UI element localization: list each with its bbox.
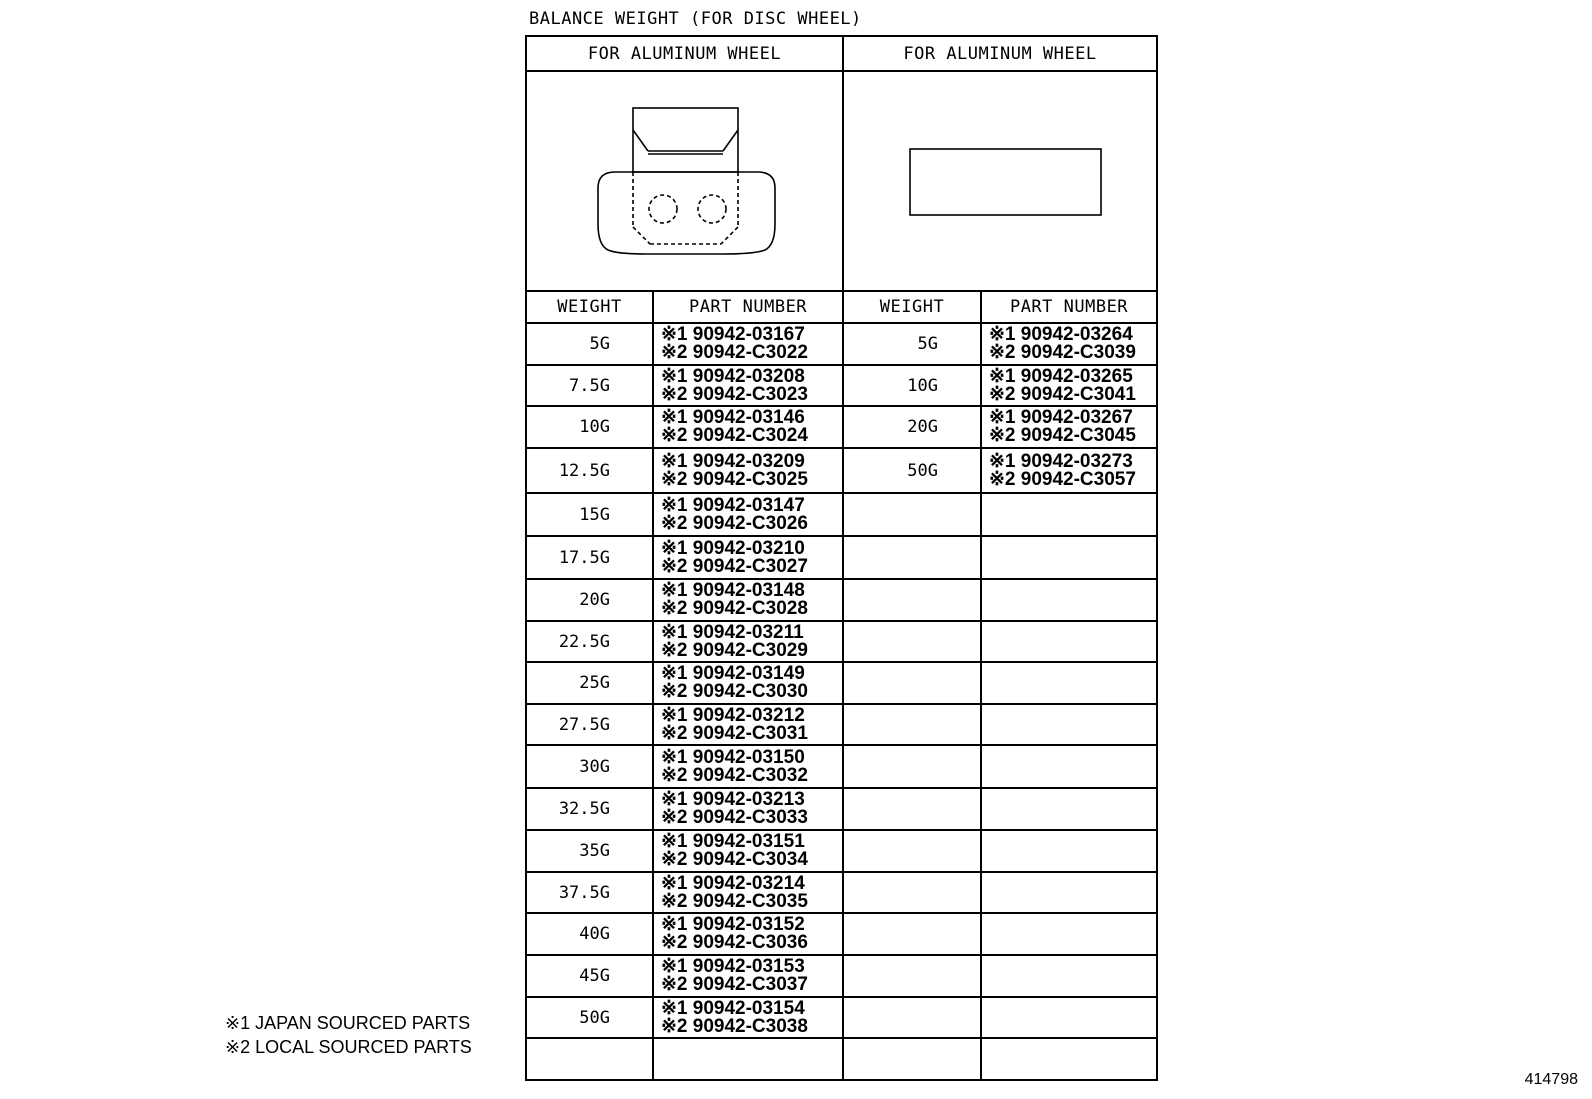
local-part-number: ※2 90942-C3035 <box>661 890 808 912</box>
part-number-cell <box>981 406 1157 448</box>
weight-cell <box>843 788 981 830</box>
part-number-cell <box>653 365 843 406</box>
weight-cell: 12.5G <box>526 448 653 493</box>
table-row <box>526 662 1157 704</box>
part-number-cell <box>981 323 1157 365</box>
japan-part-number: ※1 90942-03152 <box>661 914 805 935</box>
japan-part-number: ※1 90942-03167 <box>661 324 805 345</box>
japan-part-number: ※1 90942-03264 <box>989 324 1133 345</box>
table-row <box>526 493 1157 536</box>
footnote-local-sourced: ※2 LOCAL SOURCED PARTS <box>225 1037 472 1057</box>
part-number-cell <box>981 830 1157 872</box>
weight-cell <box>843 621 981 662</box>
clip-weight-illustration-cell <box>526 71 843 291</box>
part-number-cell <box>653 704 843 745</box>
table-row <box>526 704 1157 745</box>
weight-cell <box>843 830 981 872</box>
weight-cell: 37.5G <box>526 872 653 913</box>
footnote-japan-sourced: ※1 JAPAN SOURCED PARTS <box>225 1013 471 1033</box>
local-part-number: ※2 90942-C3033 <box>661 807 808 828</box>
local-part-number: ※2 90942-C3032 <box>661 764 808 786</box>
clip-on-weight-diagram <box>527 72 841 290</box>
adhesive-weight-illustration-cell <box>843 71 1157 291</box>
weight-cell <box>843 745 981 788</box>
weight-cell: 5G <box>526 323 653 365</box>
weight-cell: 40G <box>526 913 653 955</box>
part-number-cell <box>981 365 1157 406</box>
right-wheel-header: FOR ALUMINUM WHEEL <box>843 36 1157 71</box>
japan-part-number: ※1 90942-03212 <box>661 704 805 726</box>
reference-number: 414798 <box>1524 1071 1578 1088</box>
japan-part-number: ※1 90942-03151 <box>661 831 805 852</box>
weight-cell: 30G <box>526 745 653 788</box>
local-part-number: ※2 90942-C3034 <box>661 849 808 870</box>
japan-part-number: ※1 90942-03149 <box>661 663 805 684</box>
table-row <box>526 913 1157 955</box>
weight-cell: 7.5G <box>526 365 653 406</box>
weight-cell <box>526 1038 653 1080</box>
weight-cell: 50G <box>843 448 981 493</box>
part-number-cell <box>653 997 843 1038</box>
japan-part-number: ※1 90942-03153 <box>661 956 805 977</box>
japan-part-number: ※1 90942-03150 <box>661 746 805 768</box>
weight-cell: 32.5G <box>526 788 653 830</box>
local-part-number: ※2 90942-C3041 <box>989 383 1136 405</box>
japan-part-number: ※1 90942-03214 <box>661 872 805 894</box>
weight-cell <box>843 536 981 579</box>
part-number-cell <box>981 997 1157 1038</box>
part-number-cell <box>653 579 843 621</box>
adhesive-weight-diagram <box>844 72 1157 290</box>
part-number-cell <box>653 406 843 448</box>
part-number-column-header: PART NUMBER <box>653 291 843 323</box>
local-part-number: ※2 90942-C3029 <box>661 639 808 661</box>
part-number-cell <box>653 621 843 662</box>
table-row <box>526 788 1157 830</box>
japan-part-number: ※1 90942-03267 <box>989 407 1133 428</box>
local-part-number: ※2 90942-C3038 <box>661 1015 808 1037</box>
part-number-cell <box>981 788 1157 830</box>
page-title: BALANCE WEIGHT (FOR DISC WHEEL) <box>529 9 862 29</box>
weight-cell: 35G <box>526 830 653 872</box>
weight-cell <box>843 493 981 536</box>
part-number-cell <box>981 872 1157 913</box>
part-number-cell <box>981 621 1157 662</box>
japan-part-number: ※1 90942-03147 <box>661 494 805 516</box>
japan-part-number: ※1 90942-03208 <box>661 365 805 387</box>
local-part-number: ※2 90942-C3026 <box>661 512 808 534</box>
weight-cell: 45G <box>526 955 653 997</box>
part-number-cell <box>653 745 843 788</box>
local-part-number: ※2 90942-C3036 <box>661 932 808 953</box>
weight-cell: 17.5G <box>526 536 653 579</box>
part-number-cell <box>653 913 843 955</box>
part-number-cell <box>981 745 1157 788</box>
table-row <box>526 1038 1157 1080</box>
weight-cell: 10G <box>526 406 653 448</box>
local-part-number: ※2 90942-C3024 <box>661 425 808 446</box>
local-part-number: ※2 90942-C3027 <box>661 555 808 577</box>
weight-cell: 22.5G <box>526 621 653 662</box>
weight-cell: 20G <box>843 406 981 448</box>
local-part-number: ※2 90942-C3031 <box>661 722 808 744</box>
part-number-cell <box>653 872 843 913</box>
table-row <box>526 621 1157 662</box>
weight-cell: 50G <box>526 997 653 1038</box>
local-part-number: ※2 90942-C3023 <box>661 383 808 405</box>
balance-weight-table <box>525 35 1158 1081</box>
japan-part-number: ※1 90942-03148 <box>661 580 805 601</box>
part-number-cell <box>981 493 1157 536</box>
weight-cell: 27.5G <box>526 704 653 745</box>
table-row <box>526 579 1157 621</box>
weight-cell: 10G <box>843 365 981 406</box>
local-part-number: ※2 90942-C3028 <box>661 598 808 619</box>
weight-cell <box>843 1038 981 1080</box>
part-number-cell <box>653 1038 843 1080</box>
local-part-number: ※2 90942-C3045 <box>989 425 1136 446</box>
part-number-cell <box>653 536 843 579</box>
part-number-cell <box>981 955 1157 997</box>
part-number-cell <box>981 662 1157 704</box>
japan-part-number: ※1 90942-03210 <box>661 537 805 559</box>
weight-cell <box>843 997 981 1038</box>
part-number-cell <box>981 1038 1157 1080</box>
japan-part-number: ※1 90942-03154 <box>661 997 805 1019</box>
local-part-number: ※2 90942-C3022 <box>661 342 808 363</box>
local-part-number: ※2 90942-C3057 <box>989 468 1136 490</box>
table-row <box>526 955 1157 997</box>
part-number-cell <box>653 830 843 872</box>
weight-cell <box>843 913 981 955</box>
part-number-cell <box>653 448 843 493</box>
weight-cell: 25G <box>526 662 653 704</box>
weight-cell: 5G <box>843 323 981 365</box>
weight-column-header: WEIGHT <box>526 291 653 323</box>
local-part-number: ※2 90942-C3039 <box>989 342 1136 363</box>
part-number-cell <box>653 955 843 997</box>
table-row <box>526 872 1157 913</box>
weight-cell <box>843 662 981 704</box>
weight-cell <box>843 704 981 745</box>
part-number-cell <box>653 788 843 830</box>
japan-part-number: ※1 90942-03211 <box>661 621 804 643</box>
left-wheel-header: FOR ALUMINUM WHEEL <box>526 36 843 71</box>
part-number-cell <box>653 662 843 704</box>
footnotes <box>225 1011 472 1059</box>
table-row <box>526 448 1157 493</box>
local-part-number: ※2 90942-C3037 <box>661 974 808 995</box>
part-number-cell <box>981 536 1157 579</box>
japan-part-number: ※1 90942-03273 <box>989 450 1133 472</box>
local-part-number: ※2 90942-C3030 <box>661 681 808 702</box>
japan-part-number: ※1 90942-03209 <box>661 450 805 472</box>
table-row <box>526 323 1157 365</box>
table-row <box>526 365 1157 406</box>
part-number-cell <box>981 704 1157 745</box>
weight-cell <box>843 579 981 621</box>
japan-part-number: ※1 90942-03265 <box>989 365 1133 387</box>
weight-column-header: WEIGHT <box>843 291 981 323</box>
japan-part-number: ※1 90942-03146 <box>661 407 805 428</box>
table-row <box>526 745 1157 788</box>
weight-cell: 20G <box>526 579 653 621</box>
part-number-column-header: PART NUMBER <box>981 291 1157 323</box>
japan-part-number: ※1 90942-03213 <box>661 789 805 810</box>
part-number-cell <box>981 579 1157 621</box>
part-number-cell <box>981 913 1157 955</box>
part-number-cell <box>653 493 843 536</box>
part-number-cell <box>981 448 1157 493</box>
table-row <box>526 406 1157 448</box>
weight-cell: 15G <box>526 493 653 536</box>
local-part-number: ※2 90942-C3025 <box>661 468 808 490</box>
weight-cell <box>843 955 981 997</box>
table-row <box>526 830 1157 872</box>
table-row <box>526 997 1157 1038</box>
part-number-cell <box>653 323 843 365</box>
table-row <box>526 536 1157 579</box>
weight-cell <box>843 872 981 913</box>
